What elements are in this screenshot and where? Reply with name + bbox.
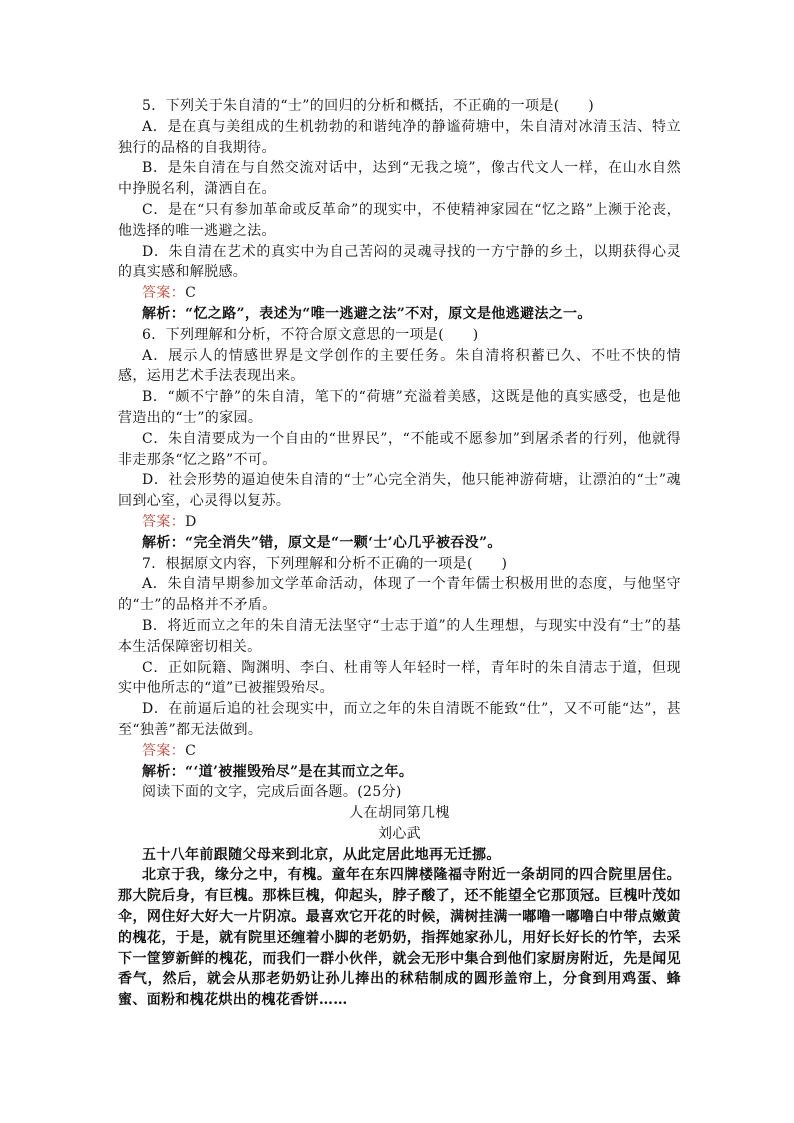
q5-option-c: C．是在“只有参加革命或反革命”的现实中，不使精神家园在“忆之路”上濒于沦丧，他选择的唯一逃避之法。 [118, 201, 681, 239]
q5-stem: 5．下列关于朱自清的“士”的回归的分析和概括，不正确的一项是( ) [142, 98, 595, 114]
q7-option-c: C．正如阮籍、陶渊明、李白、杜甫等人年轻时一样，青年时的朱自清志于道，但现实中他所志的“道”已被摧毁殆尽。 [118, 659, 681, 697]
article-title: 人在胡同第几槐 [349, 805, 450, 822]
answer-value: C [185, 285, 197, 302]
q5-analysis: 解析：“忆之路”，表述为“唯一逃避之法”不对，原文是他逃避法之一。 [142, 305, 592, 322]
q6-option-a: A．展示人的情感世界是文学创作的主要任务。朱自清将积蓄已久、不吐不快的情感，运用艺术手法表现出来。 [118, 347, 681, 385]
q7-analysis: 解析：“‘道’被摧毁殆尽”是在其而立之年。 [142, 763, 414, 780]
q7-option-d: D．在前逼后追的社会现实中，而立之年的朱自清既不能致“仕”，又不可能“达”，甚至“独善”都无法做到。 [118, 701, 681, 738]
q6-option-b: B．“颇不宁静”的朱自清，笔下的“荷塘”充溢着美感，这既是他的真实感受，也是他营造出的“士”的家园。 [118, 389, 681, 426]
answer-value: C [185, 742, 197, 759]
answer-label: 答案： [142, 513, 186, 530]
answer-label: 答案： [142, 742, 186, 759]
reading-intro: 阅读下面的文字，完成后面各题。(25分) [142, 784, 402, 801]
answer-value: D [185, 513, 197, 530]
q7-answer [118, 741, 681, 762]
document-page [118, 96, 681, 1011]
q7-option-a: A．朱自清早期参加文学革命活动，体现了一个青年儒士积极用世的态度，与他坚守的“士”的品格并不矛盾。 [118, 576, 681, 614]
answer-label: 答案： [142, 285, 186, 302]
q7-stem: 7．根据原文内容，下列理解和分析不正确的一项是( ) [142, 555, 508, 572]
article-paragraph-2: 北京于我，缘分之中，有槐。童年在东四牌楼隆福寺附近一条胡同的四合院里居住。那大院后身，有巨槐。那株巨槐，仰起头，脖子酸了，还不能望全它那顶冠。巨槐叶茂如伞，网住好大好大一片阴凉。最喜欢它开花的时候，满树挂满一嘟噜一嘟噜白中带点嫩黄的槐花，于是，就有院里还缠着小脚的老奶奶，指挥她家孙儿，用好长好长的竹竿，去采下一筐箩新鲜的槐花，而我们一群小伙伴，就会无形中集合到他们家厨房附近，先是闻见香气，然后，就会从那老奶奶让孙儿捧出的秫秸制成的圆形盖帘上，分食到用鸡蛋、蜂蜜、面粉和槐花烘出的槐花香饼…… [118, 867, 681, 1009]
q5-answer [118, 283, 681, 304]
q5-option-a: A．是在真与美组成的生机勃勃的和谐纯净的静谧荷塘中，朱自清对冰清玉洁、特立独行的品格的自我期待。 [118, 118, 681, 156]
q5-option-b: B．是朱自清在与自然交流对话中，达到“无我之境”，像古代文人一样，在山水自然中挣脱名利，潇洒自在。 [118, 160, 681, 198]
article-paragraph-1: 五十八年前跟随父母来到北京，从此定居此地再无迁挪。 [142, 846, 501, 863]
q6-answer [118, 512, 681, 533]
q6-stem: 6．下列理解和分析，不符合原文意思的一项是( ) [142, 326, 479, 343]
q6-analysis: 解析：“完全消失”错，原文是“一颗‘士’心几乎被吞没”。 [142, 534, 502, 551]
q6-option-d: D．社会形势的逼迫使朱自清的“士”心完全消失，他只能神游荷塘，让漂泊的“士”魂回到心室，心灵得以复苏。 [118, 472, 681, 510]
article-author: 刘心武 [377, 825, 422, 842]
q5-option-d: D．朱自清在艺术的真实中为自己苦闷的灵魂寻找的一方宁静的乡土，以期获得心灵的真实感和解脱感。 [118, 243, 681, 281]
q6-option-c: C．朱自清要成为一个自由的“世界民”，“不能或不愿参加”到屠杀者的行列，他就得非走那条“忆之路”不可。 [118, 430, 681, 468]
q7-option-b: B．将近而立之年的朱自清无法坚守“士志于道”的人生理想，与现实中没有“士”的基本生活保障密切相关。 [118, 617, 681, 655]
